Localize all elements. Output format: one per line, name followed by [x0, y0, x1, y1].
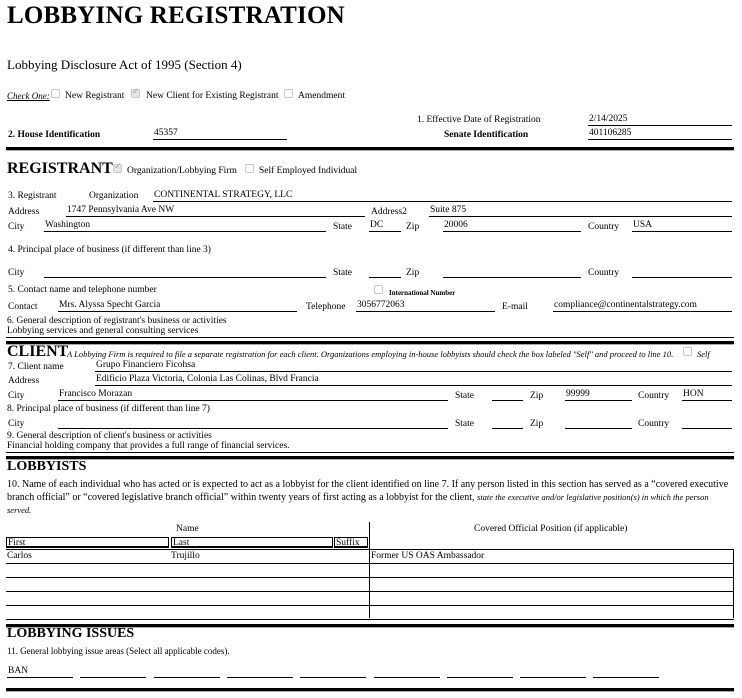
zip-field[interactable]: 20006 [443, 220, 581, 232]
name-header: Name [176, 524, 199, 534]
address2-label: Address2 [371, 207, 407, 217]
section-divider [6, 341, 734, 345]
effective-date-label: 1. Effective Date of Registration [417, 115, 541, 125]
registrant-heading: REGISTRANT [7, 160, 113, 177]
issue-code-field[interactable] [154, 666, 220, 678]
instructions-text: 10. Name of each individual who has acted or is expected to act as a lobbyist for the client identified on line 7. If any person listed in this section has served as a “covered executive branch official” or “covered legislative branch official” within twenty years of first acting as a lobbyist for the client, [7, 479, 729, 503]
issue-code-field[interactable] [520, 666, 586, 678]
section-divider [6, 147, 734, 151]
pp-state-field[interactable] [369, 266, 401, 278]
self-employed-label: Self Employed Individual [259, 166, 358, 176]
issue-code-field[interactable] [593, 666, 659, 678]
table-row-rule [6, 563, 734, 564]
instructions-italic-text: state the executive and/or legislative position(s) in which the person served. [7, 492, 709, 515]
self-label: Self [697, 349, 710, 359]
organization-field[interactable]: CONTINENTAL STRATEGY, LLC [153, 190, 732, 202]
client-state-field[interactable] [492, 389, 523, 401]
check-one-label: Check One: [7, 91, 50, 101]
client-pp-country-field[interactable] [682, 417, 732, 429]
email-label: E-mail [502, 302, 528, 312]
lobbyists-heading: LOBBYISTS [7, 459, 87, 474]
issue-code-field[interactable] [447, 666, 513, 678]
effective-date-field[interactable]: 2/14/2025 [588, 114, 732, 126]
pp-zip-label: Zip [406, 268, 420, 278]
client-address-field[interactable]: Edificio Plaza Victoria, Colonia Las Colinas, Blvd Francia [95, 374, 732, 386]
line11-label: 11. General lobbying issue areas (Select all applicable codes). [7, 646, 230, 656]
client-pp-zip-label: Zip [530, 419, 544, 429]
client-country-label: Country [638, 391, 670, 401]
client-name-label: 7. Client name [8, 362, 64, 372]
page-title: LOBBYING REGISTRATION [7, 2, 345, 29]
new-client-checkbox[interactable] [131, 89, 140, 98]
client-pp-country-label: Country [638, 419, 670, 429]
new-client-label: New Client for Existing Registrant [146, 91, 279, 101]
pp-zip-field[interactable] [443, 266, 581, 278]
address2-field[interactable]: Suite 875 [429, 205, 732, 217]
client-description-field[interactable]: Financial holding company that provides a full range of financial services. [6, 441, 734, 453]
client-address-label: Address [8, 376, 40, 386]
line4-label: 4. Principal place of business (if different than line 3) [8, 245, 211, 255]
contact-field[interactable]: Mrs. Alyssa Specht Garcia [58, 300, 297, 312]
lobbyist-first-name[interactable]: Carlos [7, 551, 32, 561]
senate-id-field[interactable]: 401106285 [588, 128, 732, 140]
city-field[interactable]: Washington [44, 220, 326, 232]
table-row-rule [6, 591, 734, 592]
lobbyists-instructions [7, 479, 735, 517]
line8-label: 8. Principal place of business (if different than line 7) [7, 404, 210, 414]
email-field[interactable]: compliance@continentalstrategy.com [553, 300, 732, 312]
amendment-checkbox[interactable] [284, 89, 293, 98]
line5-label: 5. Contact name and telephone number [8, 285, 157, 295]
table-row-rule [6, 605, 734, 606]
line9-label: 9. General description of client's business or activities [7, 431, 212, 441]
telephone-label: Telephone [306, 302, 346, 312]
client-heading: CLIENT [7, 343, 69, 360]
org-lobbying-firm-checkbox[interactable] [113, 164, 122, 173]
table-col-divider [369, 522, 370, 618]
state-label: State [333, 222, 352, 232]
contact-label: Contact [8, 302, 38, 312]
address-label: Address [8, 207, 40, 217]
org-lobbying-firm-label: Organization/Lobbying Firm [127, 166, 237, 176]
issue-code-field[interactable]: BAN [7, 666, 73, 678]
table-row-rule [6, 577, 734, 578]
issue-code-field[interactable] [227, 666, 293, 678]
section-divider [6, 688, 734, 692]
organization-label: Organization [89, 191, 139, 201]
client-pp-state-label: State [455, 419, 474, 429]
house-id-label: 2. House Identification [8, 130, 101, 140]
client-pp-zip-field[interactable] [565, 417, 632, 429]
pp-city-label: City [8, 268, 25, 278]
issue-code-field[interactable] [374, 666, 440, 678]
client-pp-city-field[interactable] [58, 417, 448, 429]
table-row-rule [6, 619, 734, 620]
client-state-label: State [455, 391, 474, 401]
client-zip-label: Zip [530, 391, 544, 401]
issue-code-field[interactable] [80, 666, 146, 678]
client-country-field[interactable]: HON [682, 389, 732, 401]
issues-heading: LOBBYING ISSUES [7, 626, 135, 641]
line6-label: 6. General description of registrant's business or activities [7, 316, 227, 326]
page-subtitle: Lobbying Disclosure Act of 1995 (Section 4) [7, 57, 242, 72]
client-instructions: A Lobbying Firm is required to file a separate registration for each client. Organizations employing in-house lobbyists should check the box labeled "Self" and proceed to line 10. [67, 349, 674, 359]
suffix-header: Suffix [334, 537, 368, 548]
table-header-rule [6, 549, 734, 550]
self-checkbox[interactable] [683, 347, 692, 356]
client-pp-state-field[interactable] [492, 417, 523, 429]
senate-id-label: Senate Identification [444, 130, 529, 140]
client-city-label: City [8, 391, 25, 401]
pp-country-label: Country [588, 268, 620, 278]
first-header: First [6, 537, 169, 548]
self-employed-checkbox[interactable] [245, 164, 254, 173]
pp-city-field[interactable] [44, 266, 326, 278]
client-name-field[interactable]: Grupo Financiero Ficohsa [95, 360, 732, 372]
pp-state-label: State [333, 268, 352, 278]
city-label: City [8, 222, 25, 232]
amendment-label: Amendment [298, 91, 345, 101]
pp-country-field[interactable] [632, 266, 732, 278]
section-divider [6, 456, 734, 460]
client-pp-city-label: City [8, 419, 25, 429]
intl-number-checkbox[interactable] [374, 285, 383, 294]
position-header: Covered Official Position (if applicable) [474, 524, 628, 534]
client-zip-field[interactable]: 99999 [565, 389, 632, 401]
client-city-field[interactable]: Francisco Morazan [58, 389, 448, 401]
issue-code-field[interactable] [300, 666, 366, 678]
lobbyist-position[interactable]: Former US OAS Ambassador [371, 551, 485, 561]
telephone-field[interactable]: 3056772063 [356, 300, 495, 312]
house-id-field[interactable]: 45357 [153, 128, 287, 140]
zip-label: Zip [406, 222, 420, 232]
new-registrant-label: New Registrant [65, 91, 125, 101]
address-field[interactable]: 1747 Pennsylvania Ave NW [66, 205, 365, 217]
last-header: Last [171, 537, 333, 548]
country-label: Country [588, 222, 620, 232]
lobbyist-last-name[interactable]: Trujillo [171, 551, 200, 561]
new-registrant-checkbox[interactable] [51, 89, 60, 98]
line3-label: 3. Registrant [8, 191, 57, 201]
registrant-description-field[interactable]: Lobbying services and general consulting services [6, 326, 734, 338]
table-right-border [733, 549, 734, 618]
intl-number-label: International Number [389, 289, 456, 297]
state-field[interactable]: DC [369, 220, 401, 232]
country-field[interactable]: USA [632, 220, 732, 232]
